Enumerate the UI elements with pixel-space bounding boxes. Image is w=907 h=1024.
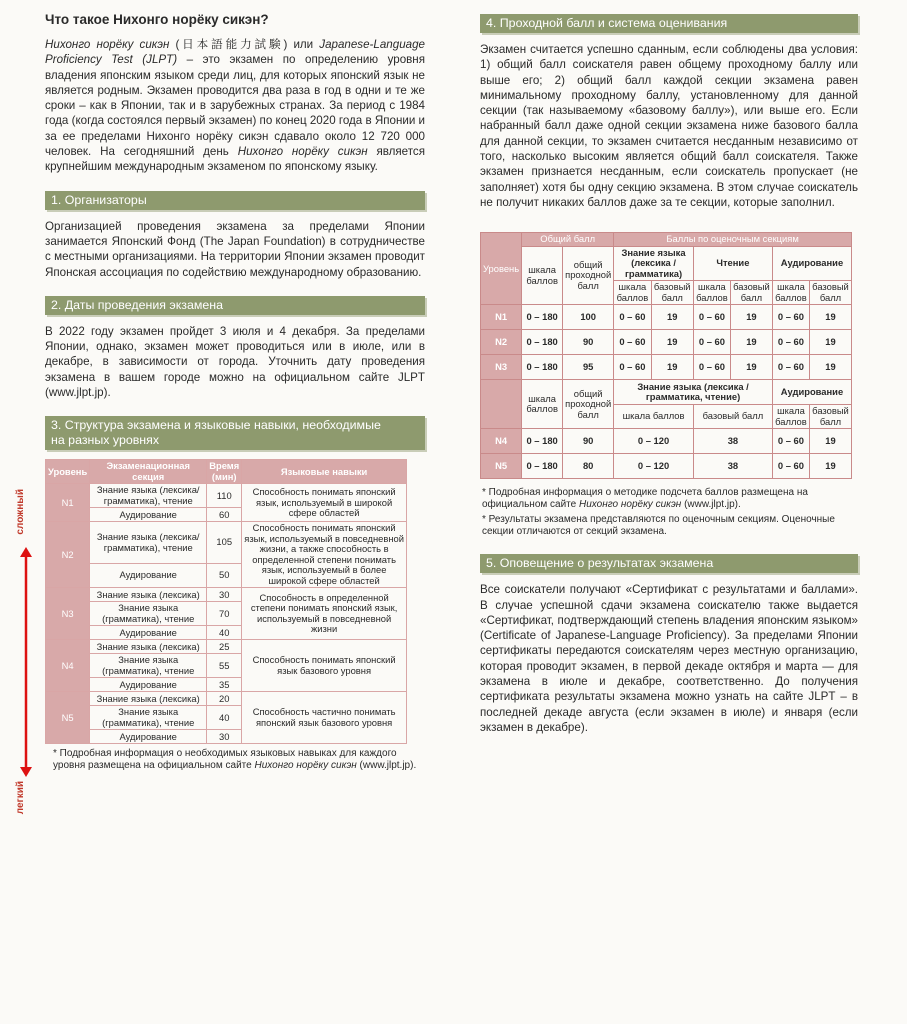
section-cell: Знание языка (грамматика), чтение bbox=[90, 602, 207, 626]
score-cell: 0 – 60 bbox=[772, 454, 809, 479]
score-header-section: Аудирование bbox=[772, 246, 851, 281]
section-4-note-2: * Результаты экзамена представляются по оценочным секциям. Оценочные секции отличаются от секций экзамена. bbox=[482, 514, 835, 538]
section-cell: Знание языка (лексика/грамматика), чтение bbox=[90, 484, 207, 508]
score-cell: 0 – 60 bbox=[772, 429, 809, 454]
section-cell: Аудирование bbox=[90, 508, 207, 522]
time-cell: 30 bbox=[207, 730, 242, 744]
score-subheader-scale: шкала баллов bbox=[614, 404, 694, 429]
intro-text: Нихонго норёку сикэн (日本語能力試験) или Japanese-Language Proficiency Test (JLPT) – это экзамен по определению уровня владения японским языком среди лиц, для которых японский язык не является родным. Экзамен проводится два раза в год в одни и те же сроки – как в Японии, так и в зарубежных странах. За период с 1984 года (когда состоялся первый экзамен) по конец 2020 года в Японии и за ее пределами Нихонго норёку сикэн сдавало около 12 720 000 человек. На сегодняшний день Нихонго норёку сикэн является крупнейшим международным экзаменом по японскому языку. bbox=[45, 38, 425, 174]
intro-title: Что такое Нихонго норёку сикэн? bbox=[45, 12, 269, 27]
table-row bbox=[46, 588, 407, 602]
table-row bbox=[481, 330, 852, 355]
section-5-text: Все соискатели получают «Сертификат с результатами и баллами». В случае успешной сдачи экзамена соискателю также выдается «Сертификат, подтверждающий степень владения японским языком» (Certificate of Japanese-Language Proficiency). За пределами Японии сертификаты передаются соискателям через местную организацию, которая проводит экзамен, в первой декаде октября и марта — для экзамена в июле и декабре, соответственно. До получения сертификата результаты экзамена можно узнать на сайте JLPT – в последней декаде августа (если экзамен в июле) и января (если экзамен в декабре). bbox=[480, 583, 858, 734]
score-cell: 0 – 60 bbox=[614, 330, 651, 355]
table-row bbox=[481, 429, 852, 454]
table-row bbox=[481, 380, 852, 405]
section-5-header: 5. Оповещение о результатах экзамена bbox=[480, 554, 858, 573]
score-subheader-base: базовый балл bbox=[693, 404, 772, 429]
time-cell: 30 bbox=[207, 588, 242, 602]
col-header-time: Время (мин) bbox=[207, 460, 242, 484]
table-row bbox=[46, 692, 407, 706]
time-cell: 105 bbox=[207, 522, 242, 564]
score-cell: 0 – 60 bbox=[772, 305, 809, 330]
section-cell: Аудирование bbox=[90, 730, 207, 744]
level-cell: N3 bbox=[46, 588, 90, 640]
score-cell: 0 – 60 bbox=[693, 330, 730, 355]
score-cell: 0 – 180 bbox=[522, 355, 563, 380]
time-cell: 60 bbox=[207, 508, 242, 522]
table-row bbox=[46, 484, 407, 508]
table-row bbox=[46, 640, 407, 654]
section-4-header: 4. Проходной балл и система оценивания bbox=[480, 14, 858, 33]
level-cell: N3 bbox=[481, 355, 522, 380]
score-cell: 0 – 120 bbox=[614, 429, 694, 454]
score-cell: 19 bbox=[730, 305, 772, 330]
score-cell: 0 – 180 bbox=[522, 429, 563, 454]
score-cell: 0 – 120 bbox=[614, 454, 694, 479]
time-cell: 25 bbox=[207, 640, 242, 654]
score-header-scale: шкала баллов bbox=[522, 380, 563, 429]
difficulty-arrow bbox=[15, 489, 37, 815]
score-cell: 0 – 60 bbox=[614, 355, 651, 380]
score-header-sections: Баллы по оценочным секциям bbox=[614, 233, 852, 247]
skill-cell: Способность понимать японский язык базового уровня bbox=[242, 640, 407, 692]
score-cell: 19 bbox=[651, 330, 693, 355]
score-cell: 0 – 60 bbox=[772, 355, 809, 380]
score-cell: 19 bbox=[730, 330, 772, 355]
score-cell: 38 bbox=[693, 429, 772, 454]
time-cell: 110 bbox=[207, 484, 242, 508]
score-header-total: Общий балл bbox=[522, 233, 614, 247]
section-cell: Аудирование bbox=[90, 564, 207, 588]
col-header-level: Уровень bbox=[46, 460, 90, 484]
time-cell: 40 bbox=[207, 626, 242, 640]
level-cell: N2 bbox=[481, 330, 522, 355]
score-cell: 0 – 60 bbox=[772, 330, 809, 355]
score-cell: 19 bbox=[730, 355, 772, 380]
right-column bbox=[480, 0, 858, 735]
level-cell: N5 bbox=[46, 692, 90, 744]
skill-cell: Способность в определенной степени понимать японский язык, используемый в повседневной жизни bbox=[242, 588, 407, 640]
section-2-header: 2. Даты проведения экзамена bbox=[45, 296, 425, 315]
section-4-text: Экзамен считается успешно сданным, если соблюдены два условия: 1) общий балл соискателя равен общему проходному баллу или выше его; 2) общий балл каждой секции экзамена равен минимальному проходному баллу, установленному для данной секции (так называемому «базовому баллу»), или выше его. Если набранный балл даже одной секции экзамена ниже базового балла для данной секции, то экзамен считается несданным независимо от того, насколько высоким является общий балл соискателя. Также экзамен признается несданным, если соискатель пропускает (не заполняет) хотя бы одну секцию экзамена. В этом случае соискатель не получит никаких баллов даже за те секции, которые заполнил. bbox=[480, 43, 858, 209]
skill-cell: Способность понимать японский язык, используемый в широкой сфере областей bbox=[242, 484, 407, 522]
skill-cell: Способность понимать японский язык, используемый в повседневной жизни, а также способность в определенной степени понимать язык, используемый в более широкой сфере областей bbox=[242, 522, 407, 588]
score-subheader-scale: шкала баллов bbox=[693, 281, 730, 305]
section-1-header: 1. Организаторы bbox=[45, 191, 425, 210]
score-cell: 0 – 60 bbox=[614, 305, 651, 330]
time-cell: 40 bbox=[207, 706, 242, 730]
score-cell: 0 – 180 bbox=[522, 330, 563, 355]
section-3-header: 3. Структура экзамена и языковые навыки, необходимые на разных уровнях bbox=[45, 416, 425, 450]
score-header-section: Знание языка (лексика / грамматика) bbox=[614, 246, 694, 281]
level-cell: N5 bbox=[481, 454, 522, 479]
score-subheader-base: базовый балл bbox=[809, 404, 851, 429]
section-3-note: * Подробная информация о необходимых языковых навыках для каждого уровня размещена на официальном сайте Нихонго норёку сикэн (www.jlpt.jp). bbox=[53, 748, 417, 772]
score-header-pass: общий проходной балл bbox=[563, 246, 614, 305]
score-cell: 95 bbox=[563, 355, 614, 380]
score-subheader-scale: шкала баллов bbox=[614, 281, 651, 305]
score-subheader-base: базовый балл bbox=[730, 281, 772, 305]
time-cell: 50 bbox=[207, 564, 242, 588]
section-cell: Знание языка (грамматика), чтение bbox=[90, 654, 207, 678]
table-row bbox=[481, 246, 852, 281]
section-cell: Знание языка (лексика) bbox=[90, 692, 207, 706]
score-cell: 90 bbox=[563, 429, 614, 454]
section-cell: Аудирование bbox=[90, 678, 207, 692]
table-row bbox=[481, 233, 852, 247]
level-cell: N1 bbox=[481, 305, 522, 330]
structure-table bbox=[45, 459, 407, 744]
level-cell: N1 bbox=[46, 484, 90, 522]
time-cell: 20 bbox=[207, 692, 242, 706]
left-column bbox=[15, 0, 425, 815]
section-cell: Знание языка (грамматика), чтение bbox=[90, 706, 207, 730]
score-cell: 19 bbox=[809, 454, 851, 479]
score-cell: 90 bbox=[563, 330, 614, 355]
section-cell: Аудирование bbox=[90, 626, 207, 640]
score-subheader-base: базовый балл bbox=[651, 281, 693, 305]
score-cell: 19 bbox=[809, 305, 851, 330]
table-row bbox=[481, 305, 852, 330]
difficulty-bottom-label: легкий bbox=[15, 781, 26, 815]
col-header-skills: Языковые навыки bbox=[242, 460, 407, 484]
section-cell: Знание языка (лексика) bbox=[90, 588, 207, 602]
score-cell: 0 – 60 bbox=[693, 305, 730, 330]
section-1-text: Организацией проведения экзамена за пределами Японии занимается Японский Фонд (The Japan Foundation) в сотрудничестве с местными организациями. На территории Японии экзамен проводит Японская ассоциация по содействию международному образованию. bbox=[45, 219, 425, 279]
score-subheader-scale: шкала баллов bbox=[772, 404, 809, 429]
table-row bbox=[481, 355, 852, 380]
score-subheader-base: базовый балл bbox=[809, 281, 851, 305]
score-header-section: Аудирование bbox=[772, 380, 851, 405]
score-header-section: Знание языка (лексика / грамматика, чтение) bbox=[614, 380, 773, 405]
level-cell: N4 bbox=[46, 640, 90, 692]
section-2-text: В 2022 году экзамен пройдет 3 июля и 4 декабря. За пределами Японии, однако, экзамен может проводиться или в июле, или в декабре, в зависимости от города. Уточнить дату проведения экзамена в вашем городе можно на официальном сайте JLPT (www.jlpt.jp). bbox=[45, 324, 425, 400]
level-cell: N2 bbox=[46, 522, 90, 588]
section-4-note-1: * Подробная информация о методике подсчета баллов размещена на официальном сайте Нихонго норёку сикэн (www.jlpt.jp). bbox=[482, 487, 808, 511]
col-header-section: Экзаменационная секция bbox=[90, 460, 207, 484]
level-cell: N4 bbox=[481, 429, 522, 454]
score-cell: 0 – 180 bbox=[522, 305, 563, 330]
score-cell: 0 – 60 bbox=[693, 355, 730, 380]
score-header-level: Уровень bbox=[481, 233, 522, 305]
time-cell: 55 bbox=[207, 654, 242, 678]
score-cell: 19 bbox=[809, 355, 851, 380]
table-row bbox=[46, 522, 407, 564]
score-cell: 19 bbox=[651, 305, 693, 330]
skill-cell: Способность частично понимать японский язык базового уровня bbox=[242, 692, 407, 744]
score-table bbox=[480, 232, 852, 479]
difficulty-top-label: сложный bbox=[15, 489, 26, 535]
time-cell: 35 bbox=[207, 678, 242, 692]
score-header-scale: шкала баллов bbox=[522, 246, 563, 305]
score-cell: 0 – 180 bbox=[522, 454, 563, 479]
score-cell: 19 bbox=[809, 429, 851, 454]
arrow-up-down-icon bbox=[20, 547, 32, 777]
score-header-pass: общий проходной балл bbox=[563, 380, 614, 429]
score-cell: 19 bbox=[809, 330, 851, 355]
score-cell: 80 bbox=[563, 454, 614, 479]
score-cell: 38 bbox=[693, 454, 772, 479]
score-cell: 19 bbox=[651, 355, 693, 380]
score-header-section: Чтение bbox=[693, 246, 772, 281]
score-subheader-scale: шкала баллов bbox=[772, 281, 809, 305]
section-cell: Знание языка (лексика) bbox=[90, 640, 207, 654]
score-lower-level-blank bbox=[481, 380, 522, 429]
table-row bbox=[481, 454, 852, 479]
section-cell: Знание языка (лексика/грамматика), чтение bbox=[90, 522, 207, 564]
score-cell: 100 bbox=[563, 305, 614, 330]
time-cell: 70 bbox=[207, 602, 242, 626]
